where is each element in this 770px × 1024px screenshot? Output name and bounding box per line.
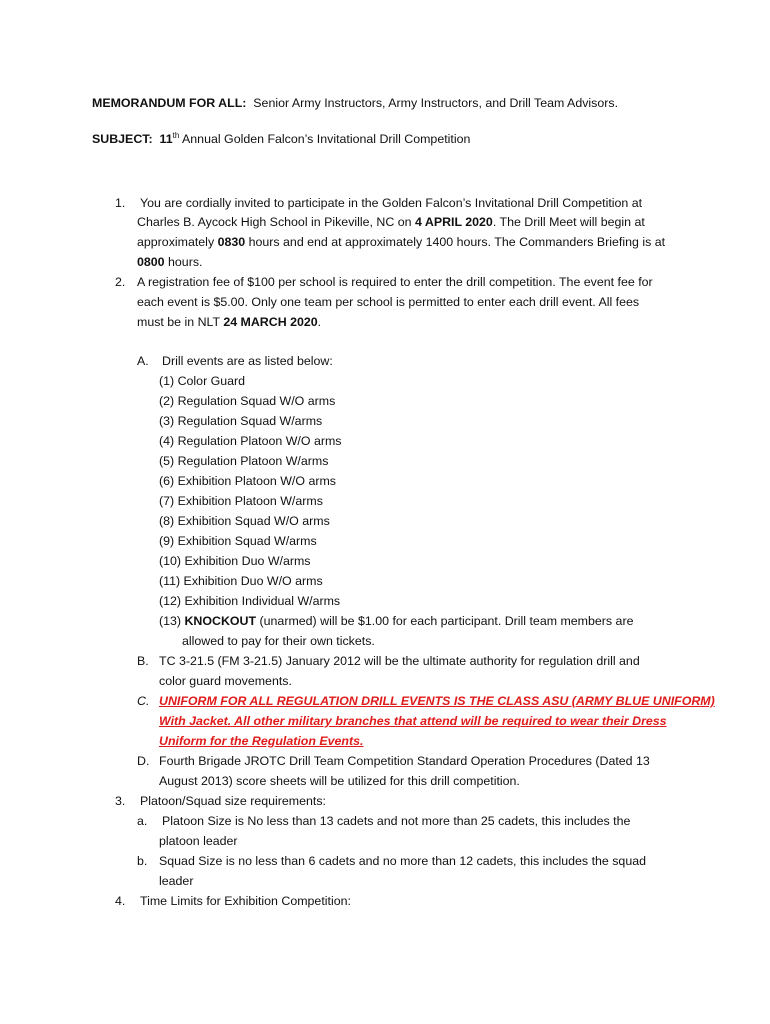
item-2-number: 2.	[115, 275, 126, 289]
knockout-label: KNOCKOUT	[184, 614, 257, 628]
sub-d-line-2: August 2013) score sheets will be utilized for this drill competition.	[159, 774, 520, 788]
uniform-notice-line-1: UNIFORM FOR ALL REGULATION DRILL EVENTS IS THE CLASS ASU (ARMY BLUE UNIFORM)	[159, 694, 715, 708]
item-3-a-letter: a.	[137, 814, 148, 828]
item-2-line-1: A registration fee of $100 per school is required to enter the drill competition. The event fee for	[137, 275, 653, 289]
sub-d-line-1: Fourth Brigade JROTC Drill Team Competition Standard Operation Procedures (Dated 13	[159, 754, 650, 768]
uniform-notice-line-3: Uniform for the Regulation Events.	[159, 734, 364, 748]
start-time: 0830	[217, 235, 246, 249]
drill-event-item: (4) Regulation Platoon W/O arms	[159, 434, 342, 448]
uniform-notice-line-2: With Jacket. All other military branches that attend will be required to wear their Dress	[159, 714, 667, 728]
subject-ordinal-suffix: th	[172, 131, 180, 140]
subject-text: Annual Golden Falcon’s Invitational Drill Competition	[182, 132, 471, 147]
drill-event-item: (2) Regulation Squad W/O arms	[159, 394, 336, 408]
drill-event-item: (10) Exhibition Duo W/arms	[159, 554, 311, 568]
item-1-line-2: Charles B. Aycock High School in Pikeville, NC on 4 APRIL 2020. The Drill Meet will begin at	[137, 215, 645, 229]
item-2-line-2: each event is $5.00. Only one team per school is permitted to enter each drill event. All fees	[137, 295, 640, 309]
sub-d-letter: D.	[137, 754, 150, 768]
drill-event-knockout-line-2: allowed to pay for their own tickets.	[182, 634, 375, 648]
item-1-line-4: 0800 hours.	[137, 255, 203, 269]
drill-event-item: (7) Exhibition Platoon W/arms	[159, 494, 323, 508]
memo-line	[92, 95, 618, 111]
drill-event-item: (1) Color Guard	[159, 374, 246, 388]
drill-event-item: (5) Regulation Platoon W/arms	[159, 454, 329, 468]
subject-ordinal: 11	[159, 132, 173, 147]
memo-label: MEMORANDUM FOR ALL:	[92, 96, 247, 110]
memo-recipients: Senior Army Instructors, Army Instructors, and Drill Team Advisors.	[253, 96, 619, 110]
drill-event-item: (8) Exhibition Squad W/O arms	[159, 514, 330, 528]
drill-event-item: (3) Regulation Squad W/arms	[159, 414, 323, 428]
platoon-size-line-2: platoon leader	[159, 834, 238, 848]
fee-deadline: 24 MARCH 2020	[223, 315, 318, 329]
subject-line	[92, 128, 470, 147]
drill-event-item: (11) Exhibition Duo W/O arms	[159, 574, 323, 588]
item-3-number: 3.	[115, 794, 126, 808]
subject-label: SUBJECT:	[92, 132, 153, 147]
drill-event-item: (12) Exhibition Individual W/arms	[159, 594, 341, 608]
sub-b-line-2: color guard movements.	[159, 674, 292, 688]
drill-event-item: (9) Exhibition Squad W/arms	[159, 534, 317, 548]
item-4-number: 4.	[115, 894, 126, 908]
briefing-time: 0800	[137, 255, 165, 269]
drill-event-item: (6) Exhibition Platoon W/O arms	[159, 474, 336, 488]
item-1-line-1: You are cordially invited to participate in the Golden Falcon’s Invitational Drill Competition at	[140, 196, 643, 210]
item-1-number: 1.	[115, 196, 126, 210]
sub-b-letter: B.	[137, 654, 149, 668]
drill-event-knockout: (13) KNOCKOUT (unarmed) will be $1.00 for each participant. Drill team members are	[159, 614, 634, 628]
item-1-line-3: approximately 0830 hours and end at approximately 1400 hours. The Commanders Briefing is at	[137, 235, 666, 249]
item-3-b-letter: b.	[137, 854, 148, 868]
item-3-text: Platoon/Squad size requirements:	[140, 794, 326, 808]
squad-size-line-2: leader	[159, 874, 194, 888]
sub-a-text: Drill events are as listed below:	[162, 354, 333, 368]
sub-c-letter: C.	[137, 694, 150, 708]
platoon-size-line-1: Platoon Size is No less than 13 cadets and not more than 25 cadets, this includes the	[162, 814, 631, 828]
item-4-text: Time Limits for Exhibition Competition:	[140, 894, 351, 908]
meet-date: 4 APRIL 2020	[415, 215, 493, 229]
squad-size-line-1: Squad Size is no less than 6 cadets and no more than 12 cadets, this includes the squad	[159, 854, 646, 868]
sub-a-letter: A.	[137, 354, 149, 368]
item-2-line-3: must be in NLT 24 MARCH 2020.	[137, 315, 322, 329]
sub-b-line-1: TC 3-21.5 (FM 3-21.5) January 2012 will be the ultimate authority for regulation drill and	[159, 654, 640, 668]
